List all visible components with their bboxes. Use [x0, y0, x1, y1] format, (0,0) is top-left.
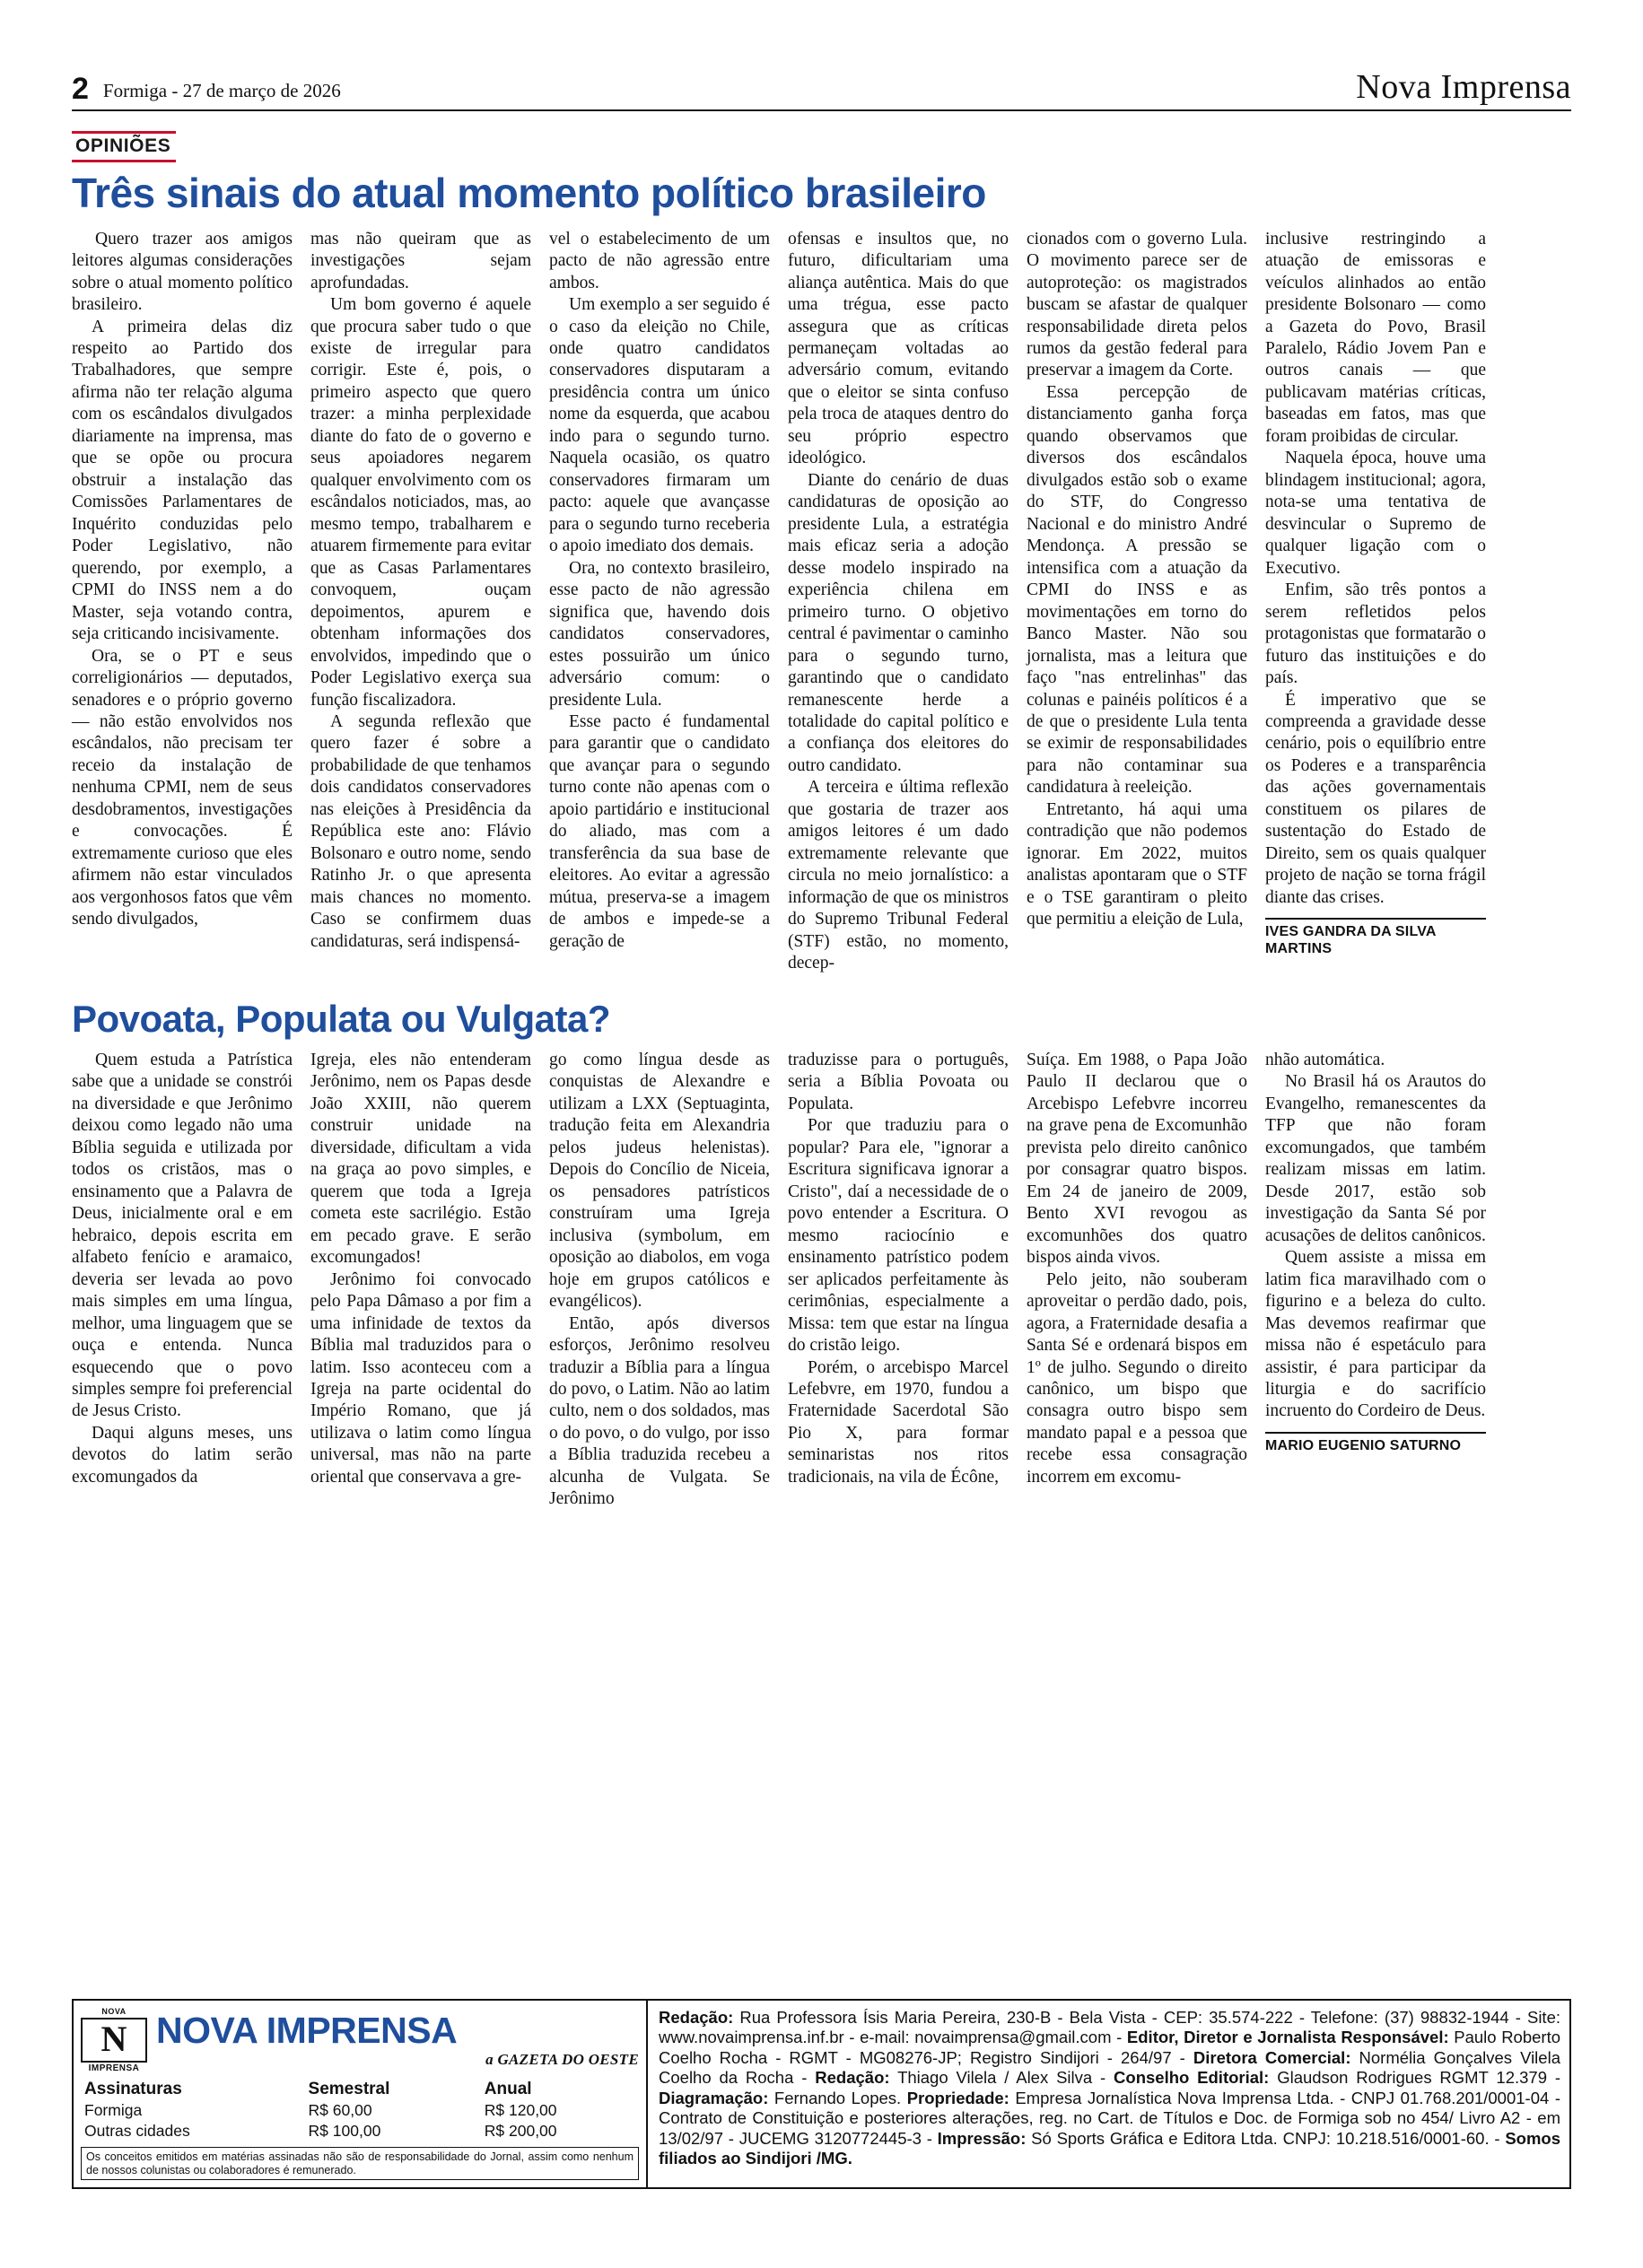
- cell-city: Outras cidades: [84, 2121, 190, 2140]
- paragraph: Então, após diversos esforços, Jerônimo resolveu traduzir a Bíblia para a língua do povo, o Latim. Não ao latim culto, nem o dos soldados, mas o do povo, o do vulgo, por isso a Bíblia traduzida recebeu a alcunha de Vulgata. Se Jerônimo: [549, 1313, 770, 1509]
- newspaper-brand: Nova Imprensa: [1356, 68, 1571, 106]
- article2-column-3: [549, 1050, 770, 1511]
- paragraph: Pelo jeito, não souberam aproveitar o perdão dado, pois, agora, a Fraternidade desafia a Santa Sé e ordenará bispos em 1º de julho. Segundo o direito canônico, um bispo que consagra outro bispo sem mandato papal e a pessoa que recebe essa consagração incorrem em excomu-: [1027, 1269, 1247, 1487]
- expediente-value: Fernando Lopes.: [768, 2088, 907, 2107]
- article2-column-2: [310, 1050, 531, 1511]
- table-row: [81, 2121, 639, 2142]
- disclaimer-text: Os conceitos emitidos em matérias assinadas não são de responsabilidade do Jornal, assim como nenhum de nossos colunistas ou colaboradores é remunerado.: [81, 2147, 639, 2181]
- logo-top-text: NOVA: [101, 2007, 127, 2016]
- nova-imprensa-logo-icon: [81, 2008, 147, 2073]
- paragraph: cionados com o governo Lula. O movimento parece ser de autoproteção: os magistrados buscam se afastar de qualquer responsabilidade direta pelos rumos da gestão federal para preservar a imagem da Corte.: [1027, 229, 1247, 380]
- article1-column-4: [788, 229, 1009, 975]
- paragraph: A primeira delas diz respeito ao Partido dos Trabalhadores, que sempre afirma não ter relação alguma com os escândalos divulgados diariamente na imprensa, mas que se opõe ou procura obstruir a instalação das Comissões Parlamentares de Inquérito conduzidas pelo Poder Legislativo, não querendo, por exemplo, a CPMI do INSS nem a do Master, seja votando contra, seja criticando incisivamente.: [72, 317, 293, 644]
- article1-column-6: [1265, 229, 1486, 975]
- expediente-label: Somos filiados ao Sindijori /MG.: [659, 2128, 1560, 2168]
- expediente-line: [815, 2068, 1114, 2087]
- paragraph: É imperativo que se compreenda a gravidade desse cenário, pois o equilíbrio entre os Poderes e a transparência das ações governamentais constituem os pilares de sustentação do Estado de Direito, sem os quais qualquer projeto de nação se torna frágil diante das crises.: [1265, 690, 1486, 907]
- article2-headline: Povoata, Populata ou Vulgata?: [72, 997, 611, 1040]
- expediente-label: Redação:: [659, 2008, 734, 2027]
- logo-letter: N: [81, 2018, 147, 2063]
- article1-byline: IVES GANDRA DA SILVA MARTINS: [1265, 918, 1486, 957]
- paragraph: nhão automática.: [1265, 1050, 1385, 1069]
- column-header-semestral: Semestral: [308, 2079, 390, 2098]
- expediente-value: Thiago Vilela / Alex Silva -: [889, 2068, 1114, 2088]
- paragraph: A segunda reflexão que quero fazer é sobre a probabilidade de que tenhamos dois candidatos conservadores nas eleições à Presidência da República este ano: Flávio Bolsonaro e outro nome, sendo Ratinho Jr. o que apresenta mais chances no momento. Caso se confirmem duas candidaturas, será indispensá-: [310, 711, 531, 951]
- paragraph: Quem estuda a Patrística sabe que a unidade se constrói na diversidade e que Jerônimo deixou como legado não uma Bíblia seguida e utilizada por todos os cristãos, mas o ensinamento que a Palavra de Deus, inicialmente oral e em hebraico, depois escrita em alfabeto fenício e aramaico, deveria ser levada ao povo mais simples em uma língua, melhor, uma linguagem que se ouça e entenda. Nunca esquecendo que o povo simples sempre foi preferencial de Jesus Cristo.: [72, 1050, 293, 1421]
- expediente-value: Empresa Jornalística Nova Imprensa Ltda. - CNPJ 01.768.201/0001-04 - Contrato de Constituição e posteriores alterações, reg. no Cart. de Títulos e Doc. de Formiga sob no 454/ Livro A2 - em 13/02/97 - JUCEMG 3120772445-3 -: [659, 2088, 1560, 2148]
- cell-semestral: R$ 100,00: [308, 2121, 381, 2140]
- paragraph: Esse pacto é fundamental para garantir que o candidato que avançar para o segundo turno conte não apenas com o apoio partidário e institucional do aliado, mas com a transferência da sua base de eleitores. Ao evitar a agressão mútua, preserva-se a imagem de ambos e impede-se a geração de: [549, 711, 770, 951]
- article1-column-3: [549, 229, 770, 975]
- article2-columns: [72, 1050, 1571, 1511]
- expediente-box: [72, 1999, 1571, 2189]
- expediente-label: Impressão:: [937, 2128, 1027, 2148]
- article1-column-5: [1027, 229, 1247, 975]
- paragraph: Suíça. Em 1988, o Papa João Paulo II declarou que o Arcebispo Lefebvre incorreu na grave pena de Excomunhão prevista pelo direito canônico por consagrar quatro bispos. Em 24 de janeiro de 2009, Bento XVI revogou as excomunhões dos quatro bispos ainda vivos.: [1027, 1050, 1247, 1268]
- paragraph: Diante do cenário de duas candidaturas de oposição ao presidente Lula, a estratégia mais eficaz seria a adoção desse modelo inspirado na experiência chilena em primeiro turno. O objetivo central é pavimentar o caminho para o segundo turno, garantindo que o candidato remanescente herde a totalidade do capital político e a confiança dos eleitores do outro candidato.: [788, 470, 1009, 775]
- paragraph: Ora, no contexto brasileiro, esse pacto de não agressão significa que, havendo dois candidatos conservadores, estes possuirão um único adversário comum: o presidente Lula.: [549, 558, 770, 710]
- expediente-label: Diretora Comercial:: [1193, 2047, 1351, 2067]
- expediente-value: Paulo Roberto Coelho Rocha - RGMT - MG08276-JP; Registro Sindijori - 264/97 -: [659, 2028, 1561, 2067]
- article1-column-1: [72, 229, 293, 975]
- article2-column-5: [1027, 1050, 1247, 1511]
- footer-logo-title: NOVA IMPRENSA: [156, 2009, 458, 2051]
- paragraph: Naquela época, houve uma blindagem institucional; agora, nota-se uma tentativa de desvincular o Supremo de qualquer ligação com o Executivo.: [1265, 449, 1486, 578]
- article2-byline: MARIO EUGENIO SATURNO: [1265, 1432, 1486, 1454]
- expediente-text: [648, 2001, 1569, 2187]
- article-politica: [72, 171, 1571, 975]
- paragraph: mas não queiram que as investigações sejam aprofundadas.: [310, 229, 531, 292]
- column-header-anual: Anual: [484, 2079, 532, 2098]
- expediente-value: Só Sports Gráfica e Editora Ltda. CNPJ: 10.218.516/0001-60. -: [1026, 2128, 1506, 2148]
- expediente-label: Propriedade:: [906, 2088, 1009, 2107]
- article-vulgata: [72, 999, 1571, 1511]
- expediente-value: Glaudson Rodrigues RGMT 12.379 -: [1269, 2068, 1561, 2088]
- footer-logo-subtitle: a GAZETA DO OESTE: [485, 2050, 639, 2068]
- expediente-line: [938, 2129, 1506, 2148]
- table-header-row: [81, 2079, 639, 2100]
- paragraph: Entretanto, há aqui uma contradição que não podemos ignorar. Em 2022, muitos analistas apontaram que o STF e o TSE garantiram o pleito que permitiu a eleição de Lula,: [1027, 799, 1247, 929]
- paragraph: Quero trazer aos amigos leitores algumas considerações sobre o atual momento político brasileiro.: [72, 229, 293, 315]
- cell-semestral: R$ 60,00: [308, 2100, 372, 2119]
- paragraph: Jerônimo foi convocado pelo Papa Dâmaso a por fim a uma infinidade de textos da Bíblia mal traduzidos para o latim. Isso aconteceu com a Igreja na parte ocidental do Império Romano, que já utilizava o latim como língua universal, mas não na parte oriental que conservava a gre-: [310, 1269, 531, 1487]
- cell-anual: R$ 200,00: [484, 2121, 557, 2140]
- paragraph: Enfim, são três pontos a serem refletidos pelos protagonistas que formatarão o futuro das instituições e do país.: [1265, 580, 1486, 688]
- paragraph: Ora, se o PT e seus correligionários — deputados, senadores e o próprio governo — não estão envolvidos nos escândalos, não precisam ter receio da instalação de nenhuma CPMI, nem de seus desdobramentos, investigações e convocações. É extremamente curioso que eles afirmem não estar vinculados aos vergonhosos fatos que vêm sendo divulgados,: [72, 646, 293, 929]
- logo-bottom-text: IMPRENSA: [88, 2063, 140, 2073]
- article2-column-1: [72, 1050, 293, 1511]
- cell-city: Formiga: [84, 2100, 143, 2119]
- paragraph: Igreja, eles não entenderam Jerônimo, nem os Papas desde João XXIII, não querem construir unidade na diversidade, dificultam a vida na graça ao povo simples, e querem que toda a Igreja cometa este sacrilégio. Estão em pecado grave. E serão excomungados!: [310, 1050, 531, 1268]
- issue-date-line: Formiga - 27 de março de 2026: [102, 79, 341, 101]
- paragraph: go como língua desde as conquistas de Alexandre e utilizam a LXX (Septuaginta, tradução feita em Alexandria pelos judeus helenistas). Depois do Concílio de Niceia, os pensadores patrísticos construíram uma Igreja inclusiva (symbolum, em oposição ao diabolos, em voga hoje em grupos católicos e evangélicos).: [549, 1050, 770, 1312]
- paragraph: Um bom governo é aquele que procura saber tudo o que existe de irregular para corrigir. Este é, pois, o primeiro aspecto que quero trazer: a minha perplexidade diante do fato de o governo e seus apoiadores negarem qualquer envolvimento com os escândalos noticiados, mas, ao mesmo tempo, trabalharem e atuarem firmemente para evitar que as Casas Parlamentares convoquem, ouçam depoimentos, apurem e obtenham informações dos envolvidos, impedindo que o Poder Legislativo exerça sua função fiscalizadora.: [310, 295, 531, 710]
- section-tag-container: [72, 131, 1571, 162]
- paragraph: traduzisse para o português, seria a Bíblia Povoata ou Populata.: [788, 1050, 1009, 1113]
- article1-columns: [72, 229, 1571, 975]
- expediente-label: Editor, Diretor e Jornalista Responsável:: [1126, 2028, 1449, 2047]
- column-header-assinaturas: Assinaturas: [84, 2079, 182, 2098]
- section-tag-opinioes: OPINIÕES: [72, 131, 176, 162]
- paragraph: Quem assiste a missa em latim fica maravilhado com o figurino e a beleza do culto. Mas devemos reafirmar que missa não é espetáculo para assistir, é para participar da liturgia e do sacrifício incruento do Cordeiro de Deus.: [1265, 1248, 1486, 1421]
- article2-column-6: [1265, 1050, 1486, 1511]
- paragraph: vel o estabelecimento de um pacto de não agressão entre ambos.: [549, 229, 770, 292]
- expediente-label: Diagramação:: [659, 2088, 769, 2107]
- paragraph: No Brasil há os Arautos do Evangelho, remanescentes da TFP que não foram excomungados, que também realizam missas em latim. Desde 2017, estão sob investigação da Santa Sé por acusações de delitos canônicos.: [1265, 1072, 1486, 1245]
- footer-logo-text: [156, 2009, 639, 2069]
- paragraph: inclusive restringindo a atuação de emissoras e veículos alinhados ao então presidente Bolsonaro — como a Gazeta do Povo, Brasil Paralelo, Rádio Jovem Pan e outros canais — que publicavam matérias críticas, baseadas em fatos, mas que foram proibidas de circular.: [1265, 229, 1486, 446]
- paragraph: Por que traduziu para o popular? Para ele, "ignorar a Escritura significava ignorar a Cristo", daí a necessidade de o povo entender a Escritura. O mesmo raciocínio e ensinamento patrístico podem ser aplicados perfeitamente às cerimônias, especialmente a Missa: tem que estar na língua do cristão leigo.: [788, 1116, 1009, 1356]
- article2-column-4: [788, 1050, 1009, 1511]
- expediente-value: Rua Professora Ísis Maria Pereira, 230-B - Bela Vista - CEP: 35.574-222 - Telefone: (37) 98832-1944 - Site: www.novaimprensa.inf.br - e-mail: novaimprensa@gmail.com -: [659, 2008, 1560, 2047]
- paragraph: Essa percepção de distanciamento ganha força quando observamos que diversos dos escândalos divulgados estão sob o exame do STF, do Congresso Nacional e do ministro André Mendonça. A pressão se intensifica com a atuação da CPMI do INSS e as movimentações em torno do Banco Master. Não sou jornalista, mas a leitura que faço "nas entrelinhas" das colunas e painéis políticos é a de que o presidente Lula tenta se eximir de responsabilidades para não contaminar sua candidatura à reeleição.: [1027, 382, 1247, 798]
- article1-column-2: [310, 229, 531, 975]
- paragraph: A terceira e última reflexão que gostaria de trazer aos amigos leitores é um dado extremamente relevante que circula no meio jornalístico: a informação de que os ministros do Supremo Tribunal Federal (STF) estão, no momento, decep-: [788, 778, 1009, 973]
- expediente-line: [659, 2089, 907, 2107]
- paragraph: ofensas e insultos que, no futuro, dificultariam uma aliança autêntica. Mais do que uma trégua, esse pacto assegura que as críticas permaneçam voltadas ao adversário comum, evitando que o eleitor se sinta confuso pela troca de ataques dentro do seu próprio espectro ideológico.: [788, 229, 1009, 468]
- expediente-left: [74, 2001, 648, 2187]
- footer-logo-row: [81, 2008, 639, 2073]
- page-masthead: [72, 70, 1571, 111]
- expediente-label: Redação:: [815, 2068, 890, 2088]
- article1-headline: Três sinais do atual momento político brasileiro: [72, 170, 986, 216]
- subscriptions-table: [81, 2079, 639, 2142]
- expediente-line: [1114, 2068, 1560, 2087]
- page-number: 2: [72, 72, 89, 106]
- expediente-value: Normélia Gonçalves Vilela Coelho da Rocha -: [659, 2047, 1560, 2088]
- paragraph: Porém, o arcebispo Marcel Lefebvre, em 1970, fundou a Fraternidade Sacerdotal São Pio X, para formar seminaristas nos ritos tradicionais, na vila de Écône,: [788, 1357, 1009, 1487]
- paragraph: Daqui alguns meses, uns devotos do latim serão excomungados da: [72, 1423, 293, 1487]
- expediente-label: Conselho Editorial:: [1114, 2068, 1270, 2088]
- table-row: [81, 2100, 639, 2121]
- cell-anual: R$ 120,00: [484, 2100, 557, 2119]
- paragraph: Um exemplo a ser seguido é o caso da eleição no Chile, onde quatro candidatos conservadores disputaram a presidência contra um único nome da esquerda, que acabou indo para o segundo turno. Naquela ocasião, os quatro conservadores firmaram um pacto: aquele que avançasse para o segundo turno receberia o apoio imediato dos demais.: [549, 295, 770, 556]
